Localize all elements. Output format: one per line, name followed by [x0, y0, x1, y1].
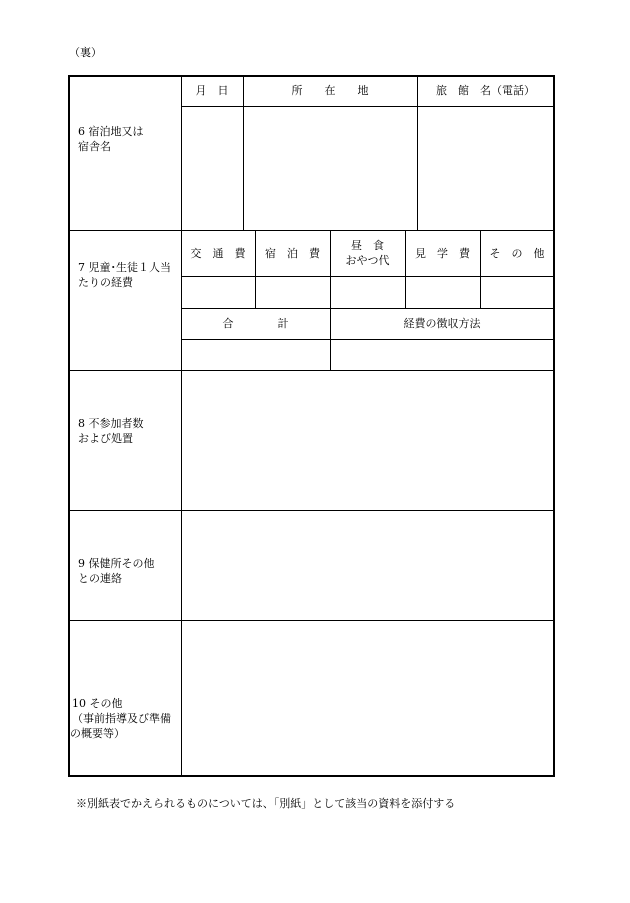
section-7-label-2: たりの経費	[78, 276, 133, 289]
cost-col-line-4	[480, 230, 481, 308]
section-9-label-1: 9 保健所その他	[78, 557, 155, 570]
header-lunch: 昼 食	[351, 239, 384, 252]
section-10-label-3: の概要等）	[70, 727, 125, 740]
cost-col-line-1	[255, 230, 256, 308]
total-header-line	[181, 339, 554, 340]
section-7-bottom	[70, 370, 553, 371]
section-6-label-1: 6 宿泊地又は	[78, 125, 144, 138]
section-8-label-2: および処置	[78, 432, 133, 445]
header-address: 所 在 地	[291, 84, 369, 97]
section-6-label-2: 宿舎名	[78, 140, 111, 153]
section-8-label-1: 8 不参加者数	[78, 417, 144, 430]
header-collection-method: 経費の徴収方法	[403, 317, 481, 330]
section-10-label-2: （事前指導及び準備	[72, 712, 171, 725]
header-lodging-cost: 宿 泊 費	[265, 247, 320, 260]
header-tour: 見 学 費	[415, 247, 470, 260]
lodging-col-line-1	[243, 77, 244, 230]
lodging-col-line-2	[417, 77, 418, 230]
section-7-label-1: 7 児童･生徒１人当	[78, 261, 171, 274]
header-other-cost: そ の 他	[489, 247, 545, 260]
section-8-bottom	[70, 510, 553, 511]
form-table	[68, 75, 555, 777]
cost-values-line	[181, 308, 554, 309]
cost-header-line	[181, 276, 554, 277]
section-10-label-1: 10 その他	[72, 697, 123, 710]
cost-col-line-3	[405, 230, 406, 308]
footnote: ※別紙表でかえられるものについては、「別紙」として該当の資料を添付する	[76, 797, 456, 810]
section-9-bottom	[70, 620, 553, 621]
header-snack: おやつ代	[345, 254, 390, 267]
header-total: 合 計	[222, 317, 289, 330]
page-label: （裏）	[69, 46, 102, 59]
section-9-label-2: との連絡	[78, 572, 122, 585]
header-date: 月 日	[195, 84, 229, 97]
header-inn-name: 旅 館 名（電話）	[436, 84, 535, 97]
header-transport: 交 通 費	[190, 247, 246, 260]
label-column-divider	[181, 77, 182, 775]
lodging-header-line	[181, 106, 554, 107]
